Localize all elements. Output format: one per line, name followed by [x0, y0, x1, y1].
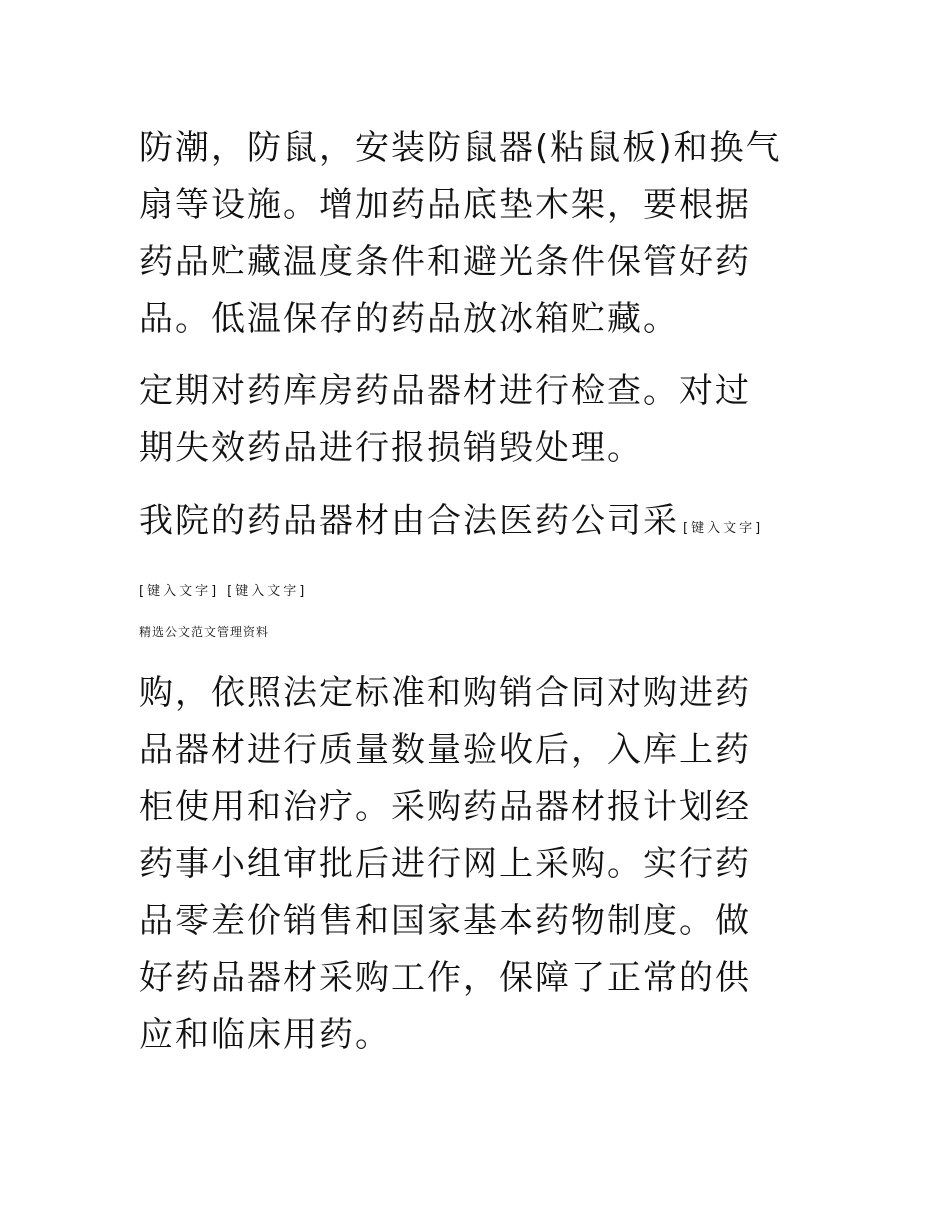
text-line: 药事小组审批后进行网上采购。实行药: [139, 844, 751, 884]
text-line: 定期对药库房药品器材进行检查。对过: [139, 371, 751, 411]
placeholder-tag: [键入文字]: [683, 521, 764, 536]
text-line: 品零差价销售和国家基本药物制度。做: [139, 901, 751, 941]
text-line: 柜使用和治疗。采购药品器材报计划经: [139, 787, 751, 827]
text-line: 品器材进行质量数量验收后，入库上药: [139, 730, 751, 770]
paragraph-procurement-continued: [139, 665, 751, 1064]
paragraph-inspection: [139, 363, 751, 477]
footer-placeholders: [139, 580, 307, 599]
document-label: 精选公文范文管理资料: [139, 625, 270, 639]
text-line: 扇等设施。增加药品底垫木架，要根据: [139, 185, 751, 225]
text-line: 防潮，防鼠，安装防鼠器(粘鼠板)和换气: [139, 128, 782, 168]
text-line: 品。低温保存的药品放冰箱贮藏。: [139, 299, 679, 339]
text-line: 好药品器材采购工作，保障了正常的供: [139, 958, 751, 998]
text-line: 期失效药品进行报损销毁处理。: [139, 428, 643, 468]
placeholder-tag: [键入文字]: [139, 584, 220, 599]
text-line: 购，依照法定标准和购销合同对购进药: [139, 673, 751, 713]
placeholder-tag: [键入文字]: [227, 584, 308, 599]
text-line: 药品贮藏温度条件和避光条件保管好药: [139, 242, 751, 282]
paragraph-storage: [139, 120, 782, 348]
text-line: 我院的药品器材由合法医药公司采: [139, 501, 679, 541]
paragraph-procurement-start: [139, 493, 763, 557]
text-line: 应和临床用药。: [139, 1015, 391, 1055]
